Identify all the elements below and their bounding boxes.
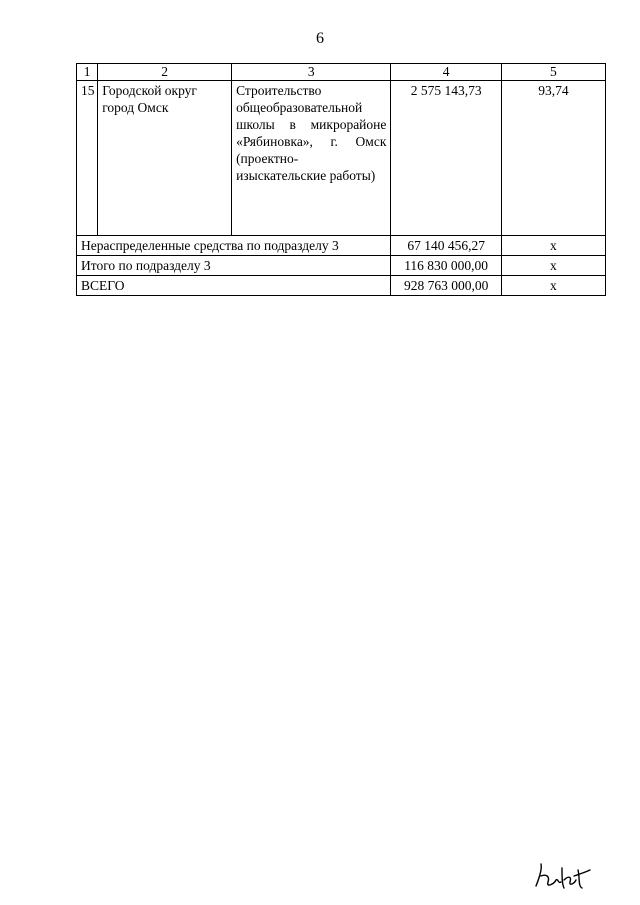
subsection-total-row bbox=[77, 256, 606, 276]
total-label: Нераспределенные средства по подразделу 3 bbox=[77, 236, 391, 256]
table-row bbox=[77, 81, 606, 236]
recipient-cell: Городской округ город Омск bbox=[98, 81, 232, 236]
row-number: 15 bbox=[77, 81, 98, 236]
page-number: 6 bbox=[316, 30, 324, 47]
column-number: 4 bbox=[391, 64, 501, 81]
total-label: Итого по подразделу 3 bbox=[77, 256, 391, 276]
total-mark: x bbox=[501, 256, 605, 276]
total-mark: x bbox=[501, 276, 605, 296]
column-number-row bbox=[77, 64, 606, 81]
total-label: ВСЕГО bbox=[77, 276, 391, 296]
total-amount: 928 763 000,00 bbox=[391, 276, 501, 296]
column-number: 2 bbox=[98, 64, 232, 81]
unallocated-row bbox=[77, 236, 606, 256]
total-amount: 67 140 456,27 bbox=[391, 236, 501, 256]
budget-table bbox=[76, 63, 606, 296]
amount-cell: 2 575 143,73 bbox=[391, 81, 501, 236]
handwritten-signature bbox=[528, 858, 598, 898]
total-amount: 116 830 000,00 bbox=[391, 256, 501, 276]
column-number: 1 bbox=[77, 64, 98, 81]
column-number: 5 bbox=[501, 64, 605, 81]
percent-cell: 93,74 bbox=[501, 81, 605, 236]
total-mark: x bbox=[501, 236, 605, 256]
column-number: 3 bbox=[232, 64, 391, 81]
grand-total-row bbox=[77, 276, 606, 296]
object-cell: Строительство общеобразовательной школы в микрорайоне «Рябиновка», г. Омск (проектно-изыскательские работы) bbox=[232, 81, 391, 236]
